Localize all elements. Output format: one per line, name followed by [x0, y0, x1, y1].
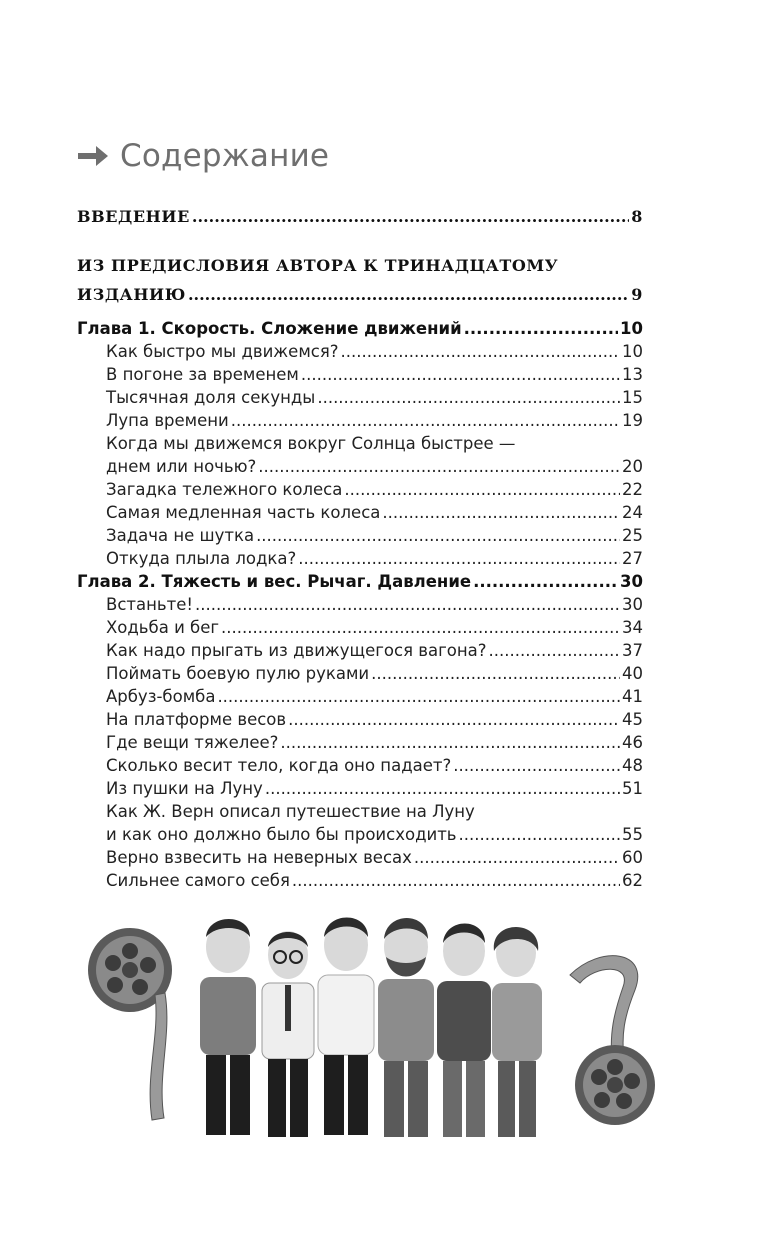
- toc-item-page: 45: [622, 710, 643, 729]
- dot-leader: [298, 549, 620, 568]
- dot-leader: [217, 687, 620, 706]
- dot-leader: [288, 710, 620, 729]
- toc-item-label: Ходьба и бег: [106, 618, 220, 637]
- toc-item-page: 20: [622, 457, 643, 476]
- toc-item-page: 30: [622, 595, 643, 614]
- toc-item[interactable]: [106, 871, 643, 890]
- toc-item-page: 25: [622, 526, 643, 545]
- dot-leader: [192, 207, 629, 226]
- toc-item[interactable]: [106, 342, 643, 361]
- toc-chapter-label: Глава 1. Скорость. Сложение движений: [77, 319, 462, 338]
- dot-leader: [317, 388, 620, 407]
- toc-item-page: 60: [622, 848, 643, 867]
- toc-entry-label: ВВЕДЕНИЕ: [77, 207, 190, 226]
- toc-item-line1[interactable]: Когда мы движемся вокруг Солнца быстрее —: [106, 434, 516, 453]
- toc-item-label: Встаньте!: [106, 595, 194, 614]
- toc-item-page: 10: [622, 342, 643, 361]
- person-1-icon: [200, 919, 256, 1135]
- toc-item[interactable]: [106, 526, 643, 545]
- person-4-icon: [378, 918, 434, 1137]
- toc-item[interactable]: [106, 664, 643, 683]
- film-reel-left-icon: [88, 928, 172, 1120]
- toc-item[interactable]: [106, 848, 643, 867]
- toc-item-page: 13: [622, 365, 643, 384]
- dot-leader: [188, 285, 629, 304]
- toc-chapter-label: Глава 2. Тяжесть и вес. Рычаг. Давление: [77, 572, 472, 591]
- toc-chapter-2[interactable]: [77, 572, 643, 591]
- dot-leader: [371, 664, 620, 683]
- toc-item-label: Загадка тележного колеса: [106, 480, 343, 499]
- dot-leader: [382, 503, 620, 522]
- toc-entry-preface-line1[interactable]: ИЗ ПРЕДИСЛОВИЯ АВТОРА К ТРИНАДЦАТОМУ: [77, 256, 559, 275]
- toc-item-page: 51: [622, 779, 643, 798]
- toc-item-label: В погоне за временем: [106, 365, 299, 384]
- toc-item[interactable]: [106, 618, 643, 637]
- toc-item-page: 15: [622, 388, 643, 407]
- person-5-icon: [437, 924, 491, 1138]
- arrow-right-icon: [76, 144, 110, 168]
- toc-chapter-1[interactable]: [77, 319, 643, 338]
- page-title-text: Содержание: [120, 138, 330, 174]
- toc-item[interactable]: [106, 365, 643, 384]
- toc-item-page: 27: [622, 549, 643, 568]
- dot-leader: [459, 825, 620, 844]
- person-3-icon: [318, 918, 374, 1136]
- toc-item-line1[interactable]: Как Ж. Верн описал путешествие на Луну: [106, 802, 475, 821]
- toc-chapter-page: 30: [620, 572, 643, 591]
- toc-item-label: На платформе весов: [106, 710, 287, 729]
- dot-leader: [473, 572, 618, 591]
- toc-item[interactable]: [106, 756, 643, 775]
- toc-item-label: Где вещи тяжелее?: [106, 733, 279, 752]
- toc-item-page: 24: [622, 503, 643, 522]
- people-illustration: [60, 905, 720, 1155]
- toc-item[interactable]: [106, 503, 643, 522]
- toc-item-page: 48: [622, 756, 643, 775]
- toc-item-label: Сколько весит тело, когда оно падает?: [106, 756, 452, 775]
- dot-leader: [489, 641, 620, 660]
- toc-item-label: Тысячная доля секунды: [106, 388, 316, 407]
- toc-item-label: Откуда плыла лодка?: [106, 549, 297, 568]
- toc-item-label: Верно взвесить на неверных весах: [106, 848, 412, 867]
- dot-leader: [464, 319, 618, 338]
- toc-item-label: Как надо прыгать из движущегося вагона?: [106, 641, 487, 660]
- toc-item[interactable]: [106, 595, 643, 614]
- toc-item[interactable]: [106, 549, 643, 568]
- film-reel-right-icon: [570, 956, 655, 1125]
- dot-leader: [341, 342, 620, 361]
- person-2-icon: [262, 931, 314, 1137]
- toc-item-page: 41: [622, 687, 643, 706]
- toc-item-page: 34: [622, 618, 643, 637]
- dot-leader: [453, 756, 620, 775]
- toc-item-label: и как оно должно было бы происходить: [106, 825, 457, 844]
- toc-item-label: Задача не шутка: [106, 526, 255, 545]
- dot-leader: [265, 779, 620, 798]
- dot-leader: [344, 480, 620, 499]
- dot-leader: [414, 848, 620, 867]
- toc-entry-preface[interactable]: [77, 285, 643, 304]
- toc-entry-page: 9: [631, 285, 643, 304]
- toc-item-label: Как быстро мы движемся?: [106, 342, 339, 361]
- toc-item-label: Самая медленная часть колеса: [106, 503, 381, 522]
- toc-item[interactable]: [106, 710, 643, 729]
- toc-item[interactable]: [106, 733, 643, 752]
- toc-entry-label: ИЗДАНИЮ: [77, 285, 186, 304]
- toc-item-label: Из пушки на Луну: [106, 779, 263, 798]
- dot-leader: [258, 457, 620, 476]
- dot-leader: [301, 365, 620, 384]
- toc-item-page: 37: [622, 641, 643, 660]
- toc-item-page: 40: [622, 664, 643, 683]
- toc-item-page: 62: [622, 871, 643, 890]
- toc-item-label: Сильнее самого себя: [106, 871, 290, 890]
- dot-leader: [231, 411, 620, 430]
- toc-item-page: 22: [622, 480, 643, 499]
- dot-leader: [256, 526, 620, 545]
- toc-item[interactable]: [106, 687, 643, 706]
- person-6-icon: [492, 927, 542, 1137]
- dot-leader: [195, 595, 620, 614]
- toc-item[interactable]: [106, 411, 643, 430]
- toc-item-label: Арбуз-бомба: [106, 687, 216, 706]
- toc-item[interactable]: [106, 480, 643, 499]
- page-title: [76, 136, 329, 176]
- toc-item-page: 19: [622, 411, 643, 430]
- toc-item-page: 55: [622, 825, 643, 844]
- toc-item-label: днем или ночью?: [106, 457, 257, 476]
- toc-entry-intro[interactable]: [77, 207, 643, 226]
- toc-item-page: 46: [622, 733, 643, 752]
- dot-leader: [221, 618, 620, 637]
- dot-leader: [292, 871, 620, 890]
- toc-item-label: Лупа времени: [106, 411, 229, 430]
- toc-item-label: Поймать боевую пулю руками: [106, 664, 370, 683]
- toc-entry-page: 8: [631, 207, 643, 226]
- toc-item[interactable]: [106, 457, 643, 476]
- toc-item[interactable]: [106, 641, 643, 660]
- toc-item[interactable]: [106, 779, 643, 798]
- toc-item[interactable]: [106, 388, 643, 407]
- dot-leader: [280, 733, 620, 752]
- toc-chapter-page: 10: [620, 319, 643, 338]
- toc-item[interactable]: [106, 825, 643, 844]
